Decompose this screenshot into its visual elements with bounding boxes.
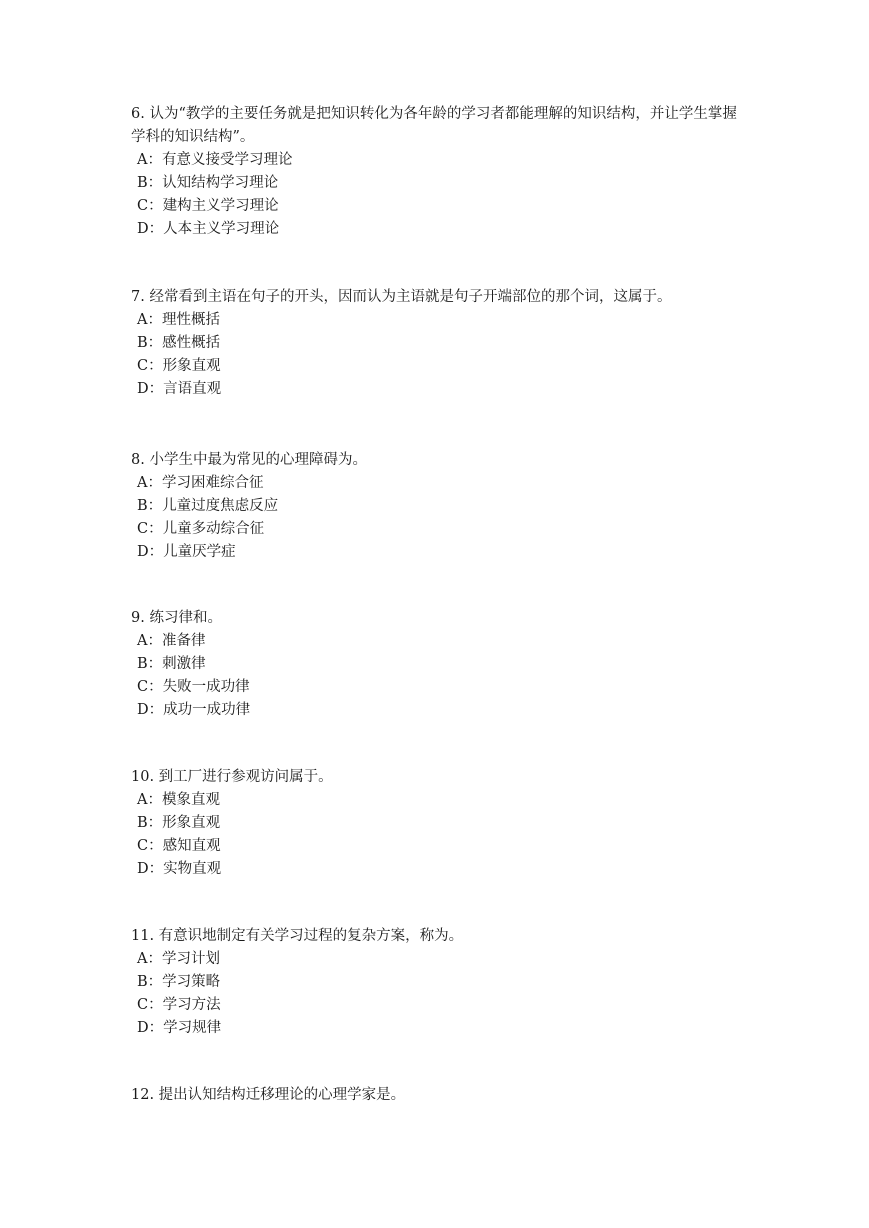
question-stem: 6. 认为“教学的主要任务就是把知识转化为各年龄的学习者都能理解的知识结构，并让学生掌握学科的知识结构”。 [131, 106, 737, 145]
option-c: C：学习方法 [137, 997, 221, 1013]
option-c: C：儿童多动综合征 [137, 521, 265, 537]
option-a: A：有意义接受学习理论 [137, 152, 293, 168]
option-a: A：学习困难综合征 [137, 475, 264, 491]
question-stem: 7. 经常看到主语在句子的开头，因而认为主语就是句子开端部位的那个词，这属于。 [131, 289, 672, 305]
option-d: D：儿童厌学症 [137, 544, 236, 560]
option-d: D：实物直观 [137, 861, 222, 877]
question-stem: 10. 到工厂进行参观访问属于。 [131, 769, 333, 785]
option-c: C：感知直观 [137, 838, 221, 854]
option-a: A：模象直观 [137, 792, 220, 808]
option-a: A：准备律 [137, 633, 206, 649]
question-7 [131, 286, 751, 401]
option-a: A：学习计划 [137, 951, 220, 967]
option-b: B：儿童过度焦虑反应 [137, 498, 279, 514]
question-9 [131, 607, 751, 722]
question-stem: 8. 小学生中最为常见的心理障碍为。 [131, 452, 367, 468]
option-b: B：学习策略 [137, 974, 221, 990]
option-c: C：建构主义学习理论 [137, 198, 279, 214]
question-10 [131, 766, 751, 881]
option-d: D：成功一成功律 [137, 702, 251, 718]
question-12 [131, 1084, 751, 1107]
option-b: B：刺激律 [137, 656, 206, 672]
question-stem: 11. 有意识地制定有关学习过程的复杂方案，称为。 [131, 928, 464, 944]
option-c: C：失败一成功律 [137, 679, 250, 695]
option-b: B：形象直观 [137, 815, 221, 831]
question-stem: 9. 练习律和。 [131, 610, 222, 626]
option-b: B：认知结构学习理论 [137, 175, 279, 191]
option-d: D：言语直观 [137, 381, 222, 397]
option-b: B：感性概括 [137, 335, 221, 351]
question-11 [131, 925, 751, 1040]
option-d: D：学习规律 [137, 1020, 222, 1036]
option-c: C：形象直观 [137, 358, 221, 374]
option-a: A：理性概括 [137, 312, 220, 328]
question-stem: 12. 提出认知结构迁移理论的心理学家是。 [131, 1087, 406, 1103]
question-6 [131, 103, 751, 241]
question-8 [131, 449, 751, 564]
option-d: D：人本主义学习理论 [137, 221, 280, 237]
